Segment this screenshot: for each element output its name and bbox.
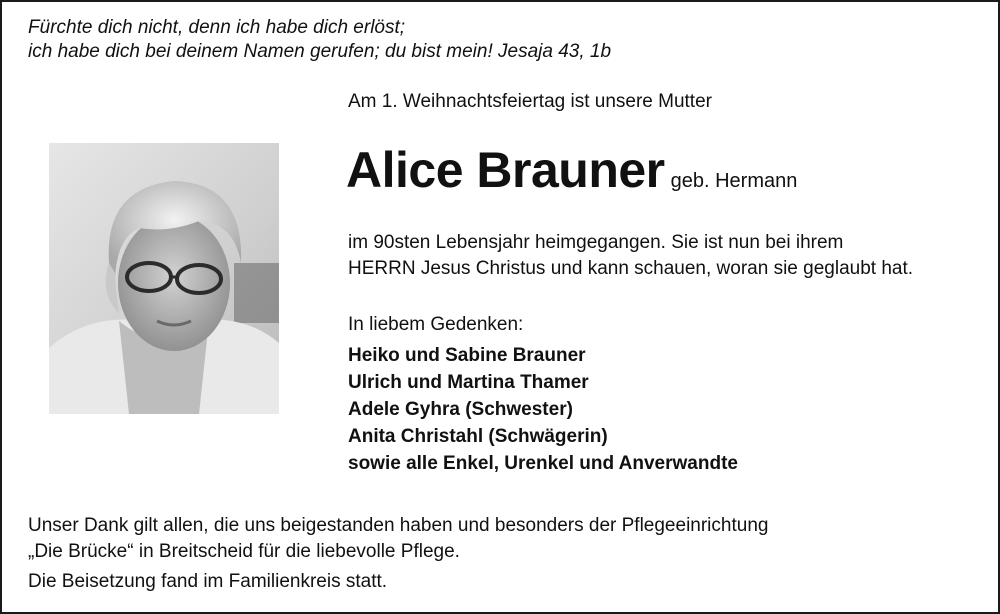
mourner-item: Ulrich und Martina Thamer: [348, 372, 589, 393]
portrait-photo: [49, 143, 279, 414]
burial-note: Die Beisetzung fand im Familienkreis statt.: [28, 571, 388, 592]
birth-name: geb. Hermann: [670, 170, 798, 192]
passing-text: [348, 230, 913, 282]
memory-heading: In liebem Gedenken:: [348, 314, 524, 335]
verse-line-1: Fürchte dich nicht, denn ich habe dich erlöst;: [28, 17, 406, 38]
passing-line-2: HERRN Jesus Christus und kann schauen, woran sie geglaubt hat.: [348, 258, 914, 279]
thanks-line-2: „Die Brücke“ in Breitscheid für die liebevolle Pflege.: [28, 541, 460, 562]
mourner-item: Adele Gyhra (Schwester): [348, 399, 573, 420]
portrait-icon: [49, 143, 279, 414]
mourner-item: sowie alle Enkel, Urenkel und Anverwandte: [348, 453, 738, 474]
footer-text: [28, 513, 768, 595]
bible-verse: [28, 16, 611, 64]
mourners-list: [348, 342, 738, 477]
deceased-name-line: [346, 140, 797, 213]
passing-line-1: im 90sten Lebensjahr heimgegangen. Sie ist nun bei ihrem: [348, 232, 844, 253]
intro-text: Am 1. Weihnachtsfeiertag ist unsere Mutter: [348, 91, 712, 112]
mourner-item: Heiko und Sabine Brauner: [348, 345, 586, 366]
thanks-line-1: Unser Dank gilt allen, die uns beigestanden haben und besonders der Pflegeeinrichtung: [28, 515, 769, 536]
deceased-name: Alice Brauner: [346, 142, 665, 198]
mourner-item: Anita Christahl (Schwägerin): [348, 426, 608, 447]
verse-line-2: ich habe dich bei deinem Namen gerufen; du bist mein! Jesaja 43, 1b: [28, 41, 612, 62]
